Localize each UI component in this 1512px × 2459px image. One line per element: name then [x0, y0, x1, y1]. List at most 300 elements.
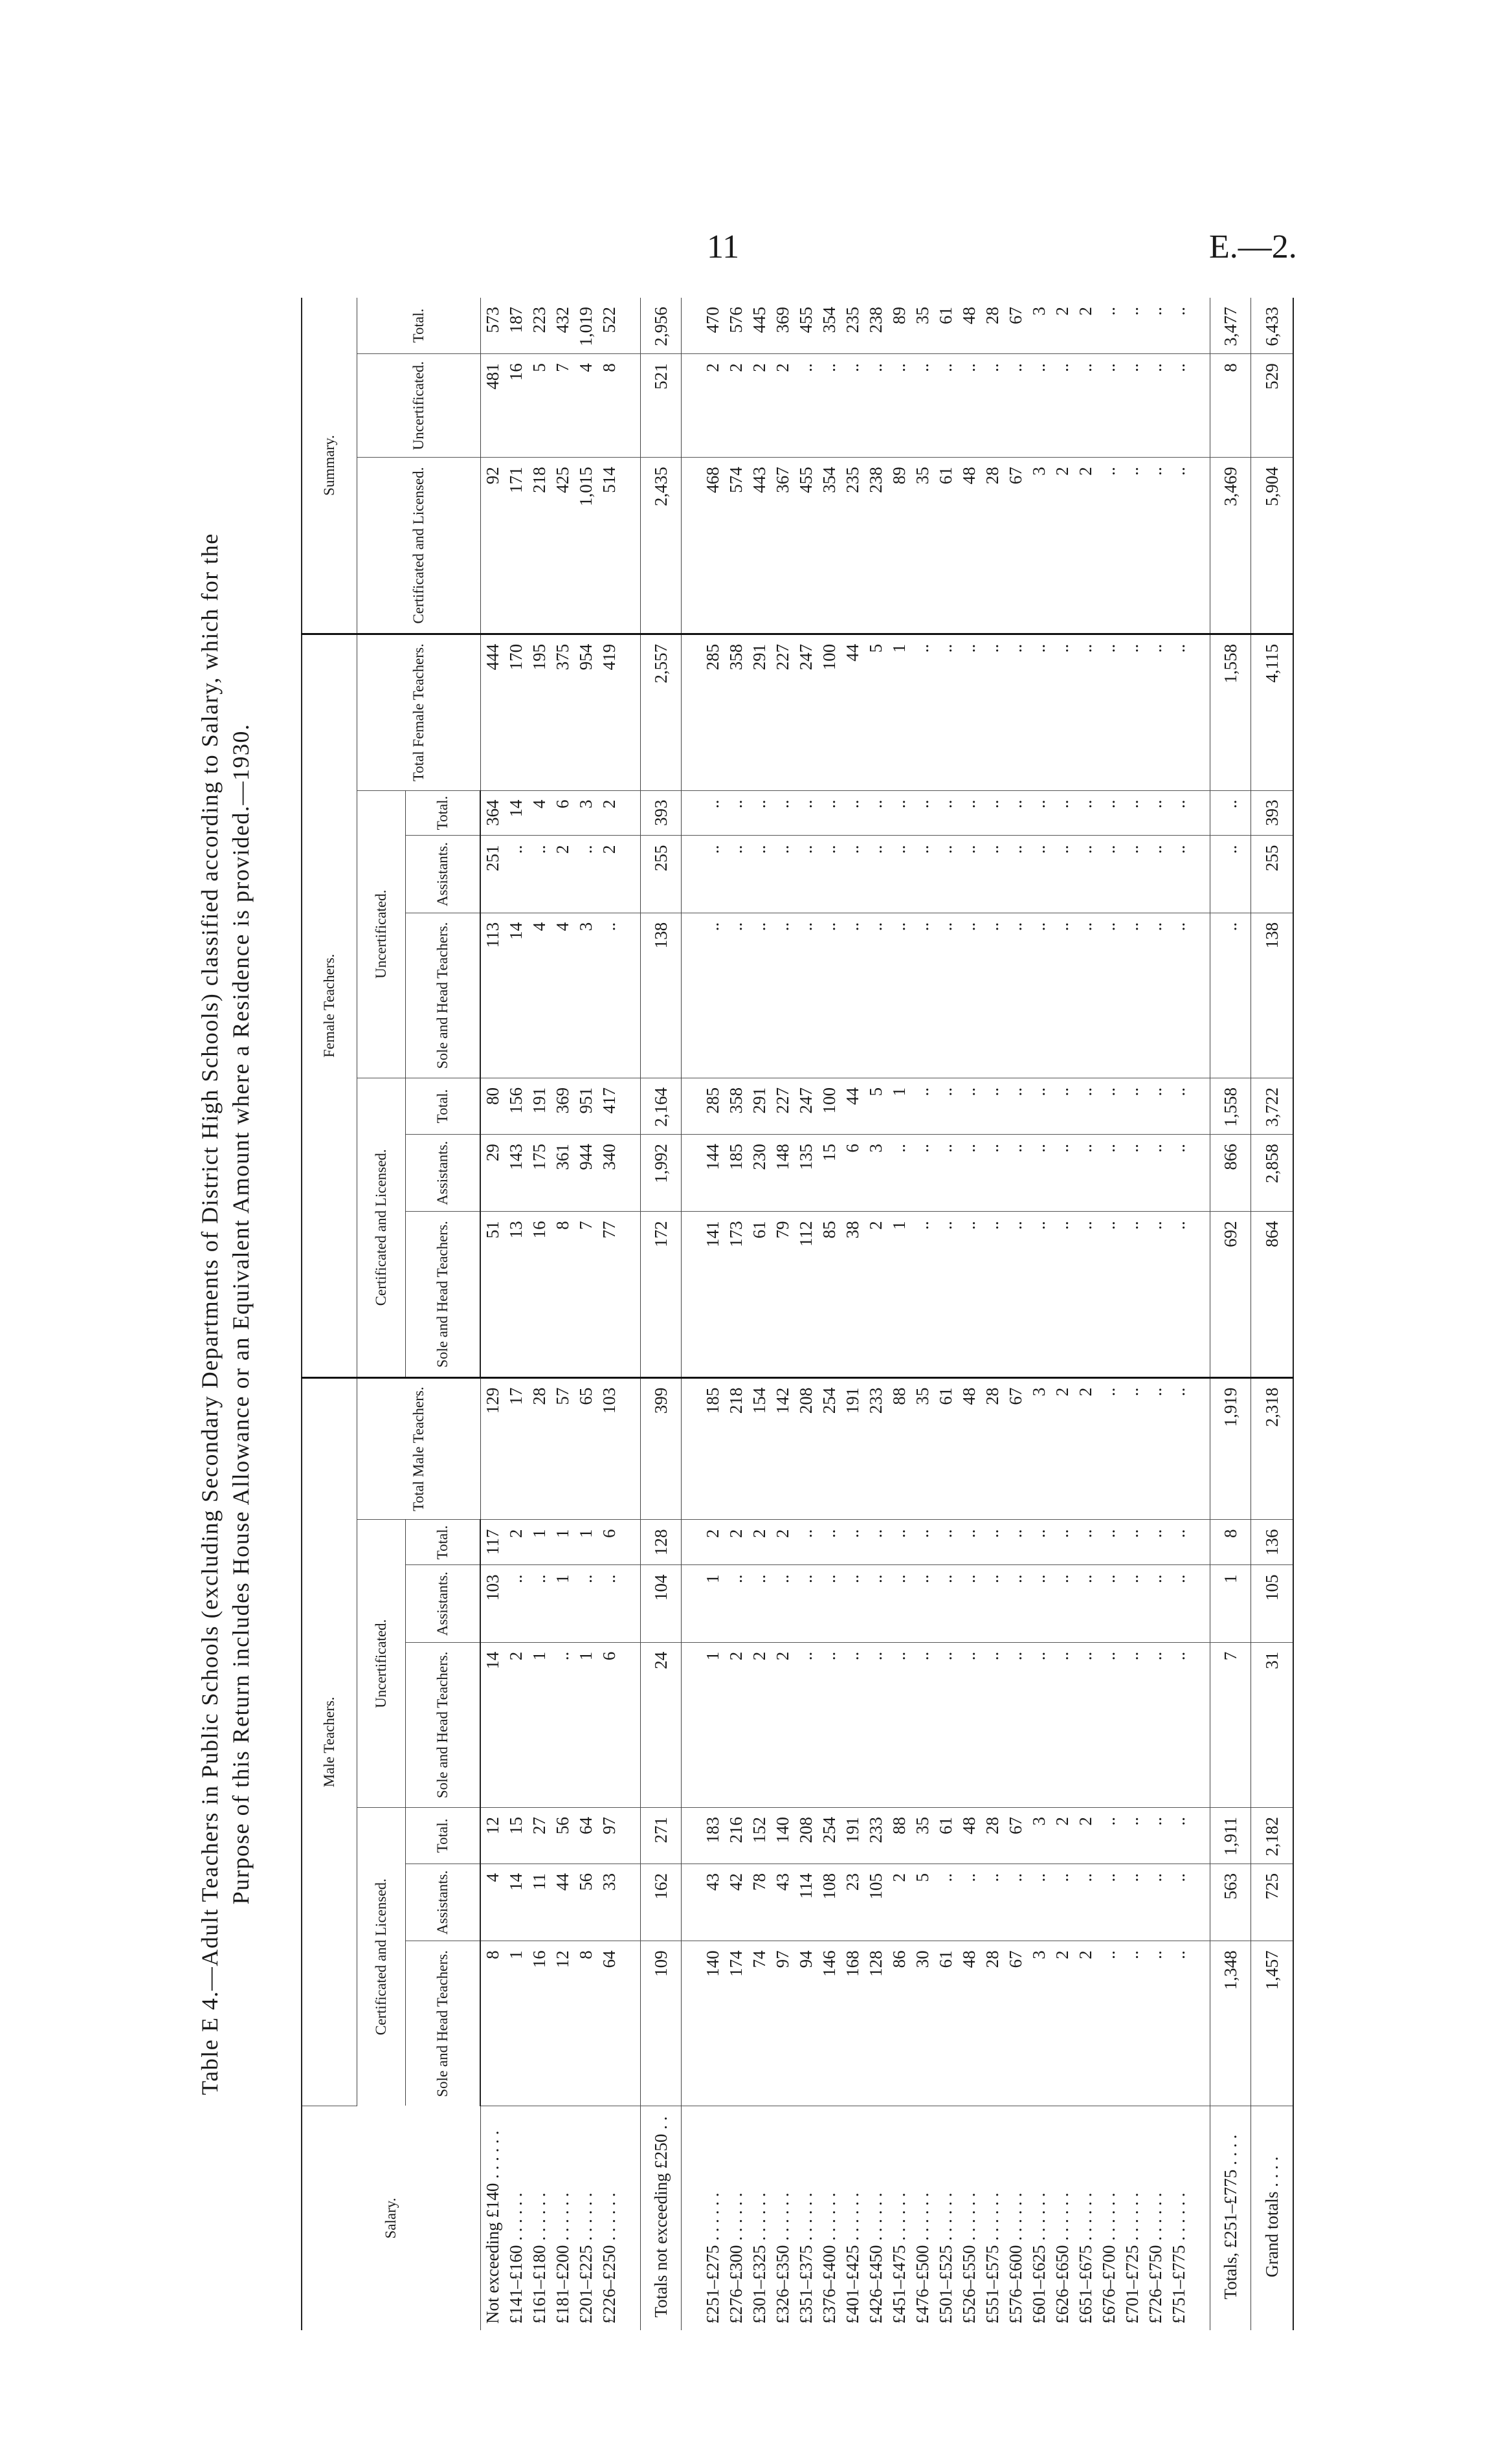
table-cell: .. [1097, 1520, 1120, 1565]
table-row [574, 298, 597, 2330]
table-cell: .. [1144, 1642, 1167, 1807]
table-cell: 2 [724, 1520, 748, 1565]
table-cell: .. [794, 790, 817, 836]
table-cell: 16 [528, 1941, 551, 2106]
table-cell: 369 [551, 1078, 574, 1135]
table-cell: 31 [1251, 1642, 1294, 1807]
spacer-cell [1190, 1864, 1210, 1941]
table-cell: 8 [551, 1212, 574, 1377]
table-cell: .. [911, 1565, 934, 1642]
table-cell: .. [1051, 634, 1074, 790]
header-male-uncert-total: Total. [406, 1520, 481, 1565]
header-female-uncert-assist: Assistants. [406, 836, 481, 913]
table-cell: .. [1167, 790, 1190, 836]
table-cell: 44 [841, 1078, 864, 1135]
table-cell: 399 [641, 1377, 682, 1520]
row-label: £451–£475 . . . . . . [889, 2192, 909, 2324]
table-cell: .. [1167, 836, 1190, 913]
table-cell: .. [1074, 1565, 1097, 1642]
table-cell: .. [981, 1135, 1004, 1212]
table-row [480, 298, 504, 2330]
table-cell: .. [1120, 1212, 1144, 1377]
table-cell: 1 [574, 1642, 597, 1807]
table-cell: 3 [1027, 458, 1051, 634]
table-cell: 1,348 [1210, 1941, 1251, 2106]
table-cell: 8 [480, 1941, 504, 2106]
table-cell: .. [981, 354, 1004, 458]
row-label: £551–£575 . . . . . . [983, 2192, 1002, 2324]
table-cell: 235 [841, 458, 864, 634]
table-cell: 238 [864, 298, 887, 354]
table-cell: .. [724, 836, 748, 913]
table-cell: .. [1120, 458, 1144, 634]
table-cell: .. [1167, 634, 1190, 790]
header-summary: Summary. [302, 298, 357, 634]
page-reference: E.—2. [1209, 228, 1297, 265]
table-cell: .. [574, 836, 597, 913]
table-cell: 28 [981, 458, 1004, 634]
table-row [981, 298, 1004, 2330]
table-cell: .. [771, 913, 794, 1078]
table-cell: .. [887, 1642, 911, 1807]
table-row [641, 298, 682, 2330]
table-cell: 3 [864, 1135, 887, 1212]
table-cell: 143 [504, 1135, 528, 1212]
table-cell: 1 [701, 1565, 724, 1642]
row-label: Not exceeding £140 . . . . . . [482, 2130, 502, 2324]
table-cell: 8 [1210, 1520, 1251, 1565]
table-cell: .. [794, 1520, 817, 1565]
table-cell: .. [1167, 913, 1190, 1078]
table-cell: 444 [480, 634, 504, 790]
table-cell: .. [981, 836, 1004, 913]
table-cell: .. [701, 913, 724, 1078]
table-cell: .. [1097, 354, 1120, 458]
table-cell: .. [1074, 1135, 1097, 1212]
table-cell: 227 [771, 634, 794, 790]
table-cell: .. [841, 836, 864, 913]
table-cell: .. [1027, 913, 1051, 1078]
spacer-cell [621, 634, 641, 790]
table-cell: 2 [597, 836, 621, 913]
table-cell: 1,992 [641, 1135, 682, 1212]
table-cell: 455 [794, 458, 817, 634]
table-cell: .. [701, 790, 724, 836]
table-cell: 14 [504, 790, 528, 836]
spacer-cell [1190, 1078, 1210, 1135]
table-cell: .. [1004, 1565, 1027, 1642]
row-label: £426–£450 . . . . . . [866, 2192, 885, 2324]
table-cell: 8 [1210, 354, 1251, 458]
table-row [841, 298, 864, 2330]
row-label: Grand totals . . . . [1251, 2106, 1294, 2331]
spacer-cell [621, 1941, 641, 2106]
header-salary: Salary. [302, 2106, 480, 2331]
row-label: £626–£650 . . . . . . [1052, 2192, 1072, 2324]
table-cell: .. [934, 1520, 957, 1565]
table-cell: 7 [551, 354, 574, 458]
table-row [911, 298, 934, 2330]
table-cell: 6 [551, 790, 574, 836]
table-cell: 61 [934, 298, 957, 354]
table-cell: 1 [574, 1520, 597, 1565]
table-cell: 3 [1027, 1941, 1051, 2106]
table-cell: 85 [817, 1212, 841, 1377]
table-cell: 38 [841, 1212, 864, 1377]
table-cell: 16 [528, 1212, 551, 1377]
table-cell: .. [1004, 1078, 1027, 1135]
table-cell: 574 [724, 458, 748, 634]
table-cell: .. [981, 1565, 1004, 1642]
table-cell: 14 [480, 1642, 504, 1807]
table-cell: .. [1167, 354, 1190, 458]
table-cell: 291 [748, 1078, 771, 1135]
table-cell: 364 [480, 790, 504, 836]
header-female-uncert: Uncertificated. [357, 790, 406, 1078]
row-label: £576–£600 . . . . . . [1006, 2192, 1025, 2324]
table-cell: .. [1097, 1135, 1120, 1212]
table-cell: 64 [597, 1941, 621, 2106]
table-cell: 103 [597, 1377, 621, 1520]
table-cell: .. [1027, 1642, 1051, 1807]
table-cell: .. [841, 1642, 864, 1807]
table-cell: 43 [771, 1864, 794, 1941]
spacer-cell [682, 790, 702, 836]
table-cell: 79 [771, 1212, 794, 1377]
table-cell: 30 [911, 1941, 934, 2106]
row-label: £326–£350 . . . . . . [773, 2192, 792, 2324]
table-cell: 2 [1074, 298, 1097, 354]
table-cell: .. [934, 913, 957, 1078]
table-row [1027, 298, 1051, 2330]
table-cell: 6 [841, 1135, 864, 1212]
table-cell: 2 [1074, 1377, 1097, 1520]
table-cell: 6,433 [1251, 298, 1294, 354]
table-cell: .. [1074, 354, 1097, 458]
header-male: Male Teachers. [302, 1377, 357, 2106]
table-cell: 2,164 [641, 1078, 682, 1135]
table-cell: 2 [701, 354, 724, 458]
table-cell: .. [1004, 790, 1027, 836]
table-cell: 6 [597, 1520, 621, 1565]
table-cell: .. [1144, 913, 1167, 1078]
table-cell: .. [1120, 1565, 1144, 1642]
table-cell: .. [841, 913, 864, 1078]
row-label: £501–£525 . . . . . . [936, 2192, 955, 2324]
table-cell: 1,558 [1210, 634, 1251, 790]
table-cell: 230 [748, 1135, 771, 1212]
table-row [817, 298, 841, 2330]
table-cell: .. [1004, 1212, 1027, 1377]
table-cell: 514 [597, 458, 621, 634]
table-cell: .. [504, 836, 528, 913]
table-cell: 128 [864, 1941, 887, 2106]
table-cell: .. [1027, 836, 1051, 913]
header-total-female: Total Female Teachers. [357, 634, 481, 790]
table-cell: .. [1097, 1212, 1120, 1377]
spacer-cell [1190, 298, 1210, 354]
table-row [1167, 298, 1190, 2330]
spacer-cell [1190, 1212, 1210, 1377]
table-cell: 78 [748, 1864, 771, 1941]
spacer-cell [682, 1078, 702, 1135]
table-cell: .. [887, 836, 911, 913]
table-cell: .. [1051, 354, 1074, 458]
table-cell: .. [794, 913, 817, 1078]
table-cell: 23 [841, 1864, 864, 1941]
header-female-cert-total: Total. [406, 1078, 481, 1135]
table-cell: .. [1144, 836, 1167, 913]
table-cell: 141 [701, 1212, 724, 1377]
table-cell: 470 [701, 298, 724, 354]
table-cell: 432 [551, 298, 574, 354]
table-cell: 61 [748, 1212, 771, 1377]
table-cell: .. [911, 354, 934, 458]
table-cell: .. [1167, 1941, 1190, 2106]
table-cell: 14 [504, 1864, 528, 1941]
table-cell: .. [1074, 634, 1097, 790]
row-label: Totals, £251–£775 . . . . [1210, 2106, 1251, 2331]
table-cell: .. [911, 1212, 934, 1377]
spacer-cell [682, 1864, 702, 1941]
table-cell: .. [817, 1642, 841, 1807]
table-cell: .. [1120, 913, 1144, 1078]
spacer-cell [682, 2106, 702, 2331]
header-male-uncert-sole: Sole and Head Teachers. [406, 1642, 481, 1807]
table-cell: .. [1120, 1807, 1144, 1864]
table-cell: 138 [641, 913, 682, 1078]
table-cell: 2 [771, 1642, 794, 1807]
table-cell: .. [934, 354, 957, 458]
table-cell: 1 [887, 1212, 911, 1377]
table-cell: .. [1097, 634, 1120, 790]
table-cell: .. [911, 1078, 934, 1135]
table-cell: .. [1004, 1864, 1027, 1941]
spacer-cell [621, 354, 641, 458]
table-cell: 14 [504, 913, 528, 1078]
table-cell: .. [597, 913, 621, 1078]
table-cell: 51 [480, 1212, 504, 1377]
table-cell: 144 [701, 1135, 724, 1212]
table-cell: 142 [771, 1377, 794, 1520]
table-cell: 172 [641, 1212, 682, 1377]
table-cell: 361 [551, 1135, 574, 1212]
table-cell: 419 [597, 634, 621, 790]
table-cell: .. [1167, 1807, 1190, 1864]
table-cell: 28 [981, 298, 1004, 354]
table-cell: 1,019 [574, 298, 597, 354]
table-cell: 866 [1210, 1135, 1251, 1212]
row-label: £726–£750 . . . . . . [1146, 2192, 1165, 2324]
table-cell: 1 [701, 1642, 724, 1807]
table-cell: .. [981, 634, 1004, 790]
table-cell: 521 [641, 354, 682, 458]
table-cell: .. [817, 836, 841, 913]
table-cell: .. [794, 836, 817, 913]
table-cell: 42 [724, 1864, 748, 1941]
table-cell: 64 [574, 1807, 597, 1864]
table-cell: .. [1097, 1864, 1120, 1941]
table-cell: 1,911 [1210, 1807, 1251, 1864]
table-cell: .. [1120, 1135, 1144, 1212]
table-cell: 44 [841, 634, 864, 790]
row-label: £301–£325 . . . . . . [750, 2192, 769, 2324]
table-cell: 61 [934, 1941, 957, 2106]
table-cell: .. [1120, 1377, 1144, 1520]
header-male-cert-total: Total. [406, 1807, 481, 1864]
table-cell: 12 [551, 1941, 574, 2106]
table-cell: .. [1167, 1642, 1190, 1807]
table-cell: .. [1051, 836, 1074, 913]
table-cell: .. [1144, 1135, 1167, 1212]
table-cell: 1 [887, 1078, 911, 1135]
table-cell: 358 [724, 634, 748, 790]
table-cell: 208 [794, 1807, 817, 1864]
table-cell: 944 [574, 1135, 597, 1212]
spacer-cell [621, 1520, 641, 1565]
table-cell: .. [748, 913, 771, 1078]
header-male-uncert: Uncertificated. [357, 1520, 406, 1807]
spacer-cell [621, 1135, 641, 1212]
table-cell: .. [1074, 1520, 1097, 1565]
table-cell: 108 [817, 1864, 841, 1941]
table-cell: 2,858 [1251, 1135, 1294, 1212]
table-cell: 5 [864, 1078, 887, 1135]
table-cell: .. [1144, 634, 1167, 790]
caption-line-1: Table E 4.—Adult Teachers in Public Schools (excluding Secondary Departments of District High Schools) classified according to Salary, which for the [197, 533, 223, 2095]
table-cell: .. [934, 1135, 957, 1212]
table-cell: 12 [480, 1807, 504, 1864]
table-cell: .. [597, 1565, 621, 1642]
table-cell: .. [981, 1520, 1004, 1565]
table-cell: 57 [551, 1377, 574, 1520]
table-cell: .. [864, 1520, 887, 1565]
table-cell: 1 [1210, 1565, 1251, 1642]
table-cell: .. [1167, 458, 1190, 634]
table-cell: .. [528, 836, 551, 913]
header-female: Female Teachers. [302, 634, 357, 1377]
table-cell: 529 [1251, 354, 1294, 458]
header-summary-uncert: Uncertificated. [357, 354, 481, 458]
table-cell: 254 [817, 1807, 841, 1864]
table-cell: .. [1004, 836, 1027, 913]
table-cell: 2 [701, 1520, 724, 1565]
table-row [1120, 298, 1144, 2330]
table-cell: 97 [771, 1941, 794, 2106]
spacer-cell [621, 1565, 641, 1642]
table-cell: .. [1027, 1520, 1051, 1565]
row-label: £376–£400 . . . . . . [819, 2192, 839, 2324]
table-cell: .. [957, 1642, 981, 1807]
table-cell: 13 [504, 1212, 528, 1377]
table-cell: 375 [551, 634, 574, 790]
spacer-cell [1190, 1520, 1210, 1565]
table-cell: .. [1097, 1642, 1120, 1807]
table-cell: .. [1027, 1864, 1051, 1941]
table-cell: 247 [794, 1078, 817, 1135]
table-cell: 152 [748, 1807, 771, 1864]
table-cell: .. [1120, 1941, 1144, 2106]
table-cell: 29 [480, 1135, 504, 1212]
caption-line-2: Purpose of this Return includes House Allowance or an Equivalent Amount where a Residence is provided.—1930. [228, 723, 254, 1905]
table-cell: .. [981, 1642, 1004, 1807]
table-cell: 2 [724, 354, 748, 458]
table-cell: 61 [934, 458, 957, 634]
table-cell: .. [1051, 1642, 1074, 1807]
table-cell: .. [1051, 1520, 1074, 1565]
table-cell: 692 [1210, 1212, 1251, 1377]
table-cell: .. [957, 913, 981, 1078]
table-cell: .. [911, 836, 934, 913]
table-cell: .. [887, 1520, 911, 1565]
table-cell: .. [1051, 1864, 1074, 1941]
table-cell: .. [1144, 1212, 1167, 1377]
table-cell: 112 [794, 1212, 817, 1377]
table-cell: 154 [748, 1377, 771, 1520]
table-row [504, 298, 528, 2330]
table-cell: .. [1144, 1520, 1167, 1565]
table-cell: .. [1097, 458, 1120, 634]
table-cell: 187 [504, 298, 528, 354]
table-cell: .. [1074, 790, 1097, 836]
table-cell: 80 [480, 1078, 504, 1135]
table-cell: 1,015 [574, 458, 597, 634]
row-label: £181–£200 . . . . . . [553, 2192, 572, 2324]
table-row [551, 298, 574, 2330]
table-cell: 94 [794, 1941, 817, 2106]
table-row [864, 298, 887, 2330]
table-cell: .. [887, 913, 911, 1078]
table-cell: 56 [574, 1864, 597, 1941]
spacer-cell [1190, 354, 1210, 458]
table-cell: .. [1120, 354, 1144, 458]
header-male-uncert-assist: Assistants. [406, 1565, 481, 1642]
table-row [1144, 298, 1167, 2330]
spacer-cell [621, 913, 641, 1078]
table-cell: .. [957, 1078, 981, 1135]
table-cell: .. [957, 790, 981, 836]
table-cell: 223 [528, 298, 551, 354]
table-cell: 255 [641, 836, 682, 913]
table-cell: .. [981, 790, 1004, 836]
table-cell: 725 [1251, 1864, 1294, 1941]
table-cell: 170 [504, 634, 528, 790]
table-cell: 33 [597, 1864, 621, 1941]
table-cell: .. [817, 1520, 841, 1565]
table-cell: 951 [574, 1078, 597, 1135]
spacer-cell [621, 836, 641, 913]
table-cell: .. [911, 1135, 934, 1212]
table-cell: 1 [551, 1520, 574, 1565]
table-cell: .. [817, 913, 841, 1078]
table-cell: .. [957, 836, 981, 913]
table-cell: 2 [1051, 298, 1074, 354]
table-cell: .. [957, 1135, 981, 1212]
table-cell: .. [981, 1864, 1004, 1941]
row-label: £676–£700 . . . . . . [1099, 2192, 1118, 2324]
table-cell: .. [841, 354, 864, 458]
table-cell: 135 [794, 1135, 817, 1212]
table-cell: .. [504, 1565, 528, 1642]
table-cell: 28 [528, 1377, 551, 1520]
table-cell: .. [934, 1864, 957, 1941]
row-label: £251–£275 . . . . . . [703, 2192, 722, 2324]
table-cell: .. [1027, 1212, 1051, 1377]
table-cell: 367 [771, 458, 794, 634]
table-cell: 105 [1251, 1565, 1294, 1642]
table-cell: 2 [748, 354, 771, 458]
table-cell: 67 [1004, 1941, 1027, 2106]
